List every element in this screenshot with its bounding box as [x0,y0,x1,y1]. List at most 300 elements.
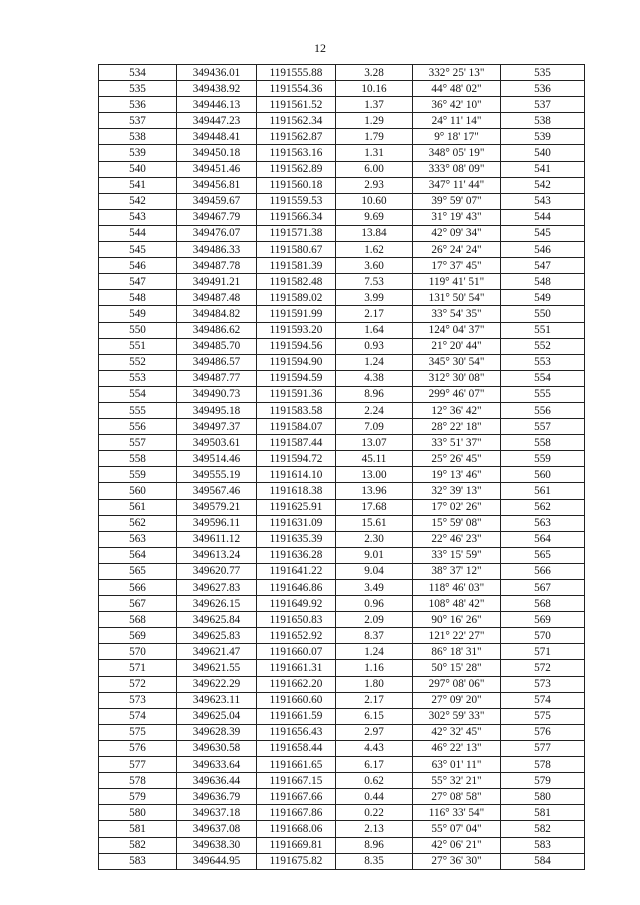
x-coordinate-cell: 349487.78 [177,258,257,274]
point-number-cell: 545 [99,242,177,258]
y-coordinate-cell: 1191667.86 [257,805,336,821]
bearing-cell: 118° 46' 03" [413,580,501,596]
point-number-cell: 539 [99,145,177,161]
point-number-cell: 534 [99,65,177,81]
distance-cell: 8.35 [336,853,413,869]
coordinates-table [98,64,585,870]
distance-cell: 9.04 [336,563,413,579]
distance-cell: 13.07 [336,435,413,451]
distance-cell: 1.62 [336,242,413,258]
point-number-cell: 551 [99,338,177,354]
distance-cell: 7.53 [336,274,413,290]
table-row [99,596,585,612]
x-coordinate-cell: 349625.84 [177,612,257,628]
point-number-cell: 559 [99,467,177,483]
x-coordinate-cell: 349503.61 [177,435,257,451]
point-number-cell: 556 [99,419,177,435]
y-coordinate-cell: 1191656.43 [257,724,336,740]
next-point-cell: 584 [501,853,585,869]
y-coordinate-cell: 1191591.99 [257,306,336,322]
bearing-cell: 17° 02' 26" [413,499,501,515]
y-coordinate-cell: 1191660.07 [257,644,336,660]
point-number-cell: 557 [99,435,177,451]
table-row [99,113,585,129]
table-row [99,757,585,773]
bearing-cell: 124° 04' 37" [413,322,501,338]
y-coordinate-cell: 1191662.20 [257,676,336,692]
bearing-cell: 12° 36' 42" [413,402,501,418]
bearing-cell: 312° 30' 08" [413,370,501,386]
table-row [99,322,585,338]
point-number-cell: 535 [99,81,177,97]
table-row [99,547,585,563]
x-coordinate-cell: 349621.47 [177,644,257,660]
distance-cell: 2.97 [336,724,413,740]
table-row [99,644,585,660]
bearing-cell: 25° 26' 45" [413,451,501,467]
next-point-cell: 563 [501,515,585,531]
y-coordinate-cell: 1191593.20 [257,322,336,338]
distance-cell: 4.43 [336,740,413,756]
distance-cell: 9.69 [336,209,413,225]
point-number-cell: 566 [99,580,177,596]
distance-cell: 17.68 [336,499,413,515]
table-row [99,354,585,370]
distance-cell: 0.22 [336,805,413,821]
bearing-cell: 15° 59' 08" [413,515,501,531]
point-number-cell: 554 [99,386,177,402]
bearing-cell: 63° 01' 11" [413,757,501,773]
table-row [99,65,585,81]
bearing-cell: 131° 50' 54" [413,290,501,306]
y-coordinate-cell: 1191618.38 [257,483,336,499]
y-coordinate-cell: 1191636.28 [257,547,336,563]
bearing-cell: 333° 08' 09" [413,161,501,177]
x-coordinate-cell: 349579.21 [177,499,257,515]
distance-cell: 1.31 [336,145,413,161]
bearing-cell: 55° 32' 21" [413,773,501,789]
y-coordinate-cell: 1191614.10 [257,467,336,483]
y-coordinate-cell: 1191661.65 [257,757,336,773]
distance-cell: 4.38 [336,370,413,386]
table-row [99,467,585,483]
x-coordinate-cell: 349567.46 [177,483,257,499]
y-coordinate-cell: 1191591.36 [257,386,336,402]
next-point-cell: 564 [501,531,585,547]
point-number-cell: 570 [99,644,177,660]
bearing-cell: 42° 09' 34" [413,225,501,241]
point-number-cell: 565 [99,563,177,579]
x-coordinate-cell: 349637.18 [177,805,257,821]
next-point-cell: 565 [501,547,585,563]
x-coordinate-cell: 349487.77 [177,370,257,386]
y-coordinate-cell: 1191660.60 [257,692,336,708]
next-point-cell: 562 [501,499,585,515]
x-coordinate-cell: 349627.83 [177,580,257,596]
table-row [99,660,585,676]
point-number-cell: 549 [99,306,177,322]
distance-cell: 9.01 [336,547,413,563]
next-point-cell: 575 [501,708,585,724]
next-point-cell: 578 [501,757,585,773]
distance-cell: 1.80 [336,676,413,692]
x-coordinate-cell: 349486.62 [177,322,257,338]
bearing-cell: 332° 25' 13" [413,65,501,81]
distance-cell: 10.60 [336,193,413,209]
coordinates-table-body [99,65,585,870]
table-row [99,692,585,708]
point-number-cell: 536 [99,97,177,113]
table-row [99,258,585,274]
table-row [99,145,585,161]
bearing-cell: 347° 11' 44" [413,177,501,193]
distance-cell: 13.96 [336,483,413,499]
bearing-cell: 121° 22' 27" [413,628,501,644]
point-number-cell: 573 [99,692,177,708]
next-point-cell: 582 [501,821,585,837]
table-row [99,306,585,322]
x-coordinate-cell: 349467.79 [177,209,257,225]
point-number-cell: 581 [99,821,177,837]
table-row [99,740,585,756]
y-coordinate-cell: 1191594.72 [257,451,336,467]
distance-cell: 2.30 [336,531,413,547]
table-row [99,724,585,740]
bearing-cell: 299° 46' 07" [413,386,501,402]
y-coordinate-cell: 1191661.59 [257,708,336,724]
bearing-cell: 297° 08' 06" [413,676,501,692]
y-coordinate-cell: 1191581.39 [257,258,336,274]
bearing-cell: 46° 22' 13" [413,740,501,756]
distance-cell: 0.96 [336,596,413,612]
point-number-cell: 578 [99,773,177,789]
y-coordinate-cell: 1191631.09 [257,515,336,531]
x-coordinate-cell: 349484.82 [177,306,257,322]
bearing-cell: 9° 18' 17" [413,129,501,145]
distance-cell: 13.00 [336,467,413,483]
table-row [99,483,585,499]
x-coordinate-cell: 349476.07 [177,225,257,241]
point-number-cell: 541 [99,177,177,193]
bearing-cell: 17° 37' 45" [413,258,501,274]
x-coordinate-cell: 349490.73 [177,386,257,402]
point-number-cell: 562 [99,515,177,531]
distance-cell: 10.16 [336,81,413,97]
x-coordinate-cell: 349638.30 [177,837,257,853]
distance-cell: 8.37 [336,628,413,644]
table-row [99,821,585,837]
y-coordinate-cell: 1191650.83 [257,612,336,628]
next-point-cell: 572 [501,660,585,676]
table-row [99,225,585,241]
next-point-cell: 536 [501,81,585,97]
table-row [99,370,585,386]
bearing-cell: 31° 19' 43" [413,209,501,225]
point-number-cell: 572 [99,676,177,692]
y-coordinate-cell: 1191561.52 [257,97,336,113]
point-number-cell: 542 [99,193,177,209]
distance-cell: 2.17 [336,692,413,708]
distance-cell: 7.09 [336,419,413,435]
next-point-cell: 568 [501,596,585,612]
point-number-cell: 575 [99,724,177,740]
x-coordinate-cell: 349636.79 [177,789,257,805]
table-row [99,274,585,290]
next-point-cell: 574 [501,692,585,708]
x-coordinate-cell: 349644.95 [177,853,257,869]
distance-cell: 0.62 [336,773,413,789]
next-point-cell: 566 [501,563,585,579]
bearing-cell: 302° 59' 33" [413,708,501,724]
point-number-cell: 576 [99,740,177,756]
bearing-cell: 19° 13' 46" [413,467,501,483]
x-coordinate-cell: 349447.23 [177,113,257,129]
next-point-cell: 546 [501,242,585,258]
y-coordinate-cell: 1191554.36 [257,81,336,97]
y-coordinate-cell: 1191594.56 [257,338,336,354]
table-row [99,242,585,258]
table-row [99,193,585,209]
x-coordinate-cell: 349486.57 [177,354,257,370]
bearing-cell: 116° 33' 54" [413,805,501,821]
x-coordinate-cell: 349611.12 [177,531,257,547]
table-row [99,161,585,177]
table-row [99,708,585,724]
x-coordinate-cell: 349491.21 [177,274,257,290]
x-coordinate-cell: 349451.46 [177,161,257,177]
distance-cell: 2.09 [336,612,413,628]
point-number-cell: 560 [99,483,177,499]
next-point-cell: 554 [501,370,585,386]
table-row [99,531,585,547]
x-coordinate-cell: 349486.33 [177,242,257,258]
next-point-cell: 549 [501,290,585,306]
bearing-cell: 27° 09' 20" [413,692,501,708]
point-number-cell: 580 [99,805,177,821]
next-point-cell: 557 [501,419,585,435]
point-number-cell: 546 [99,258,177,274]
y-coordinate-cell: 1191661.31 [257,660,336,676]
point-number-cell: 567 [99,596,177,612]
table-row [99,789,585,805]
point-number-cell: 548 [99,290,177,306]
bearing-cell: 345° 30' 54" [413,354,501,370]
next-point-cell: 541 [501,161,585,177]
point-number-cell: 582 [99,837,177,853]
next-point-cell: 550 [501,306,585,322]
point-number-cell: 547 [99,274,177,290]
bearing-cell: 42° 32' 45" [413,724,501,740]
y-coordinate-cell: 1191562.34 [257,113,336,129]
distance-cell: 1.24 [336,354,413,370]
table-row [99,81,585,97]
point-number-cell: 571 [99,660,177,676]
next-point-cell: 558 [501,435,585,451]
next-point-cell: 535 [501,65,585,81]
bearing-cell: 27° 36' 30" [413,853,501,869]
bearing-cell: 36° 42' 10" [413,97,501,113]
next-point-cell: 545 [501,225,585,241]
y-coordinate-cell: 1191559.53 [257,193,336,209]
x-coordinate-cell: 349630.58 [177,740,257,756]
table-row [99,676,585,692]
x-coordinate-cell: 349626.15 [177,596,257,612]
distance-cell: 0.93 [336,338,413,354]
y-coordinate-cell: 1191594.59 [257,370,336,386]
table-row [99,290,585,306]
next-point-cell: 560 [501,467,585,483]
y-coordinate-cell: 1191675.82 [257,853,336,869]
bearing-cell: 22° 46' 23" [413,531,501,547]
distance-cell: 8.96 [336,386,413,402]
x-coordinate-cell: 349620.77 [177,563,257,579]
y-coordinate-cell: 1191587.44 [257,435,336,451]
x-coordinate-cell: 349625.04 [177,708,257,724]
y-coordinate-cell: 1191571.38 [257,225,336,241]
table-row [99,628,585,644]
next-point-cell: 567 [501,580,585,596]
distance-cell: 6.15 [336,708,413,724]
x-coordinate-cell: 349621.55 [177,660,257,676]
page-number: 12 [314,41,326,55]
distance-cell: 1.24 [336,644,413,660]
x-coordinate-cell: 349436.01 [177,65,257,81]
point-number-cell: 543 [99,209,177,225]
table-row [99,177,585,193]
x-coordinate-cell: 349628.39 [177,724,257,740]
point-number-cell: 561 [99,499,177,515]
bearing-cell: 33° 15' 59" [413,547,501,563]
next-point-cell: 548 [501,274,585,290]
table-row [99,129,585,145]
next-point-cell: 540 [501,145,585,161]
distance-cell: 1.16 [336,660,413,676]
y-coordinate-cell: 1191658.44 [257,740,336,756]
distance-cell: 1.64 [336,322,413,338]
next-point-cell: 544 [501,209,585,225]
y-coordinate-cell: 1191566.34 [257,209,336,225]
bearing-cell: 33° 51' 37" [413,435,501,451]
bearing-cell: 86° 18' 31" [413,644,501,660]
next-point-cell: 559 [501,451,585,467]
table-row [99,499,585,515]
x-coordinate-cell: 349622.29 [177,676,257,692]
point-number-cell: 563 [99,531,177,547]
next-point-cell: 538 [501,113,585,129]
distance-cell: 2.24 [336,402,413,418]
distance-cell: 15.61 [336,515,413,531]
x-coordinate-cell: 349448.41 [177,129,257,145]
point-number-cell: 568 [99,612,177,628]
distance-cell: 3.28 [336,65,413,81]
point-number-cell: 552 [99,354,177,370]
next-point-cell: 576 [501,724,585,740]
table-row [99,563,585,579]
next-point-cell: 547 [501,258,585,274]
point-number-cell: 553 [99,370,177,386]
next-point-cell: 551 [501,322,585,338]
bearing-cell: 108° 48' 42" [413,596,501,612]
x-coordinate-cell: 349633.64 [177,757,257,773]
distance-cell: 6.17 [336,757,413,773]
bearing-cell: 39° 59' 07" [413,193,501,209]
next-point-cell: 556 [501,402,585,418]
distance-cell: 1.79 [336,129,413,145]
distance-cell: 3.49 [336,580,413,596]
x-coordinate-cell: 349446.13 [177,97,257,113]
y-coordinate-cell: 1191584.07 [257,419,336,435]
bearing-cell: 44° 48' 02" [413,81,501,97]
table-row [99,580,585,596]
table-row [99,612,585,628]
x-coordinate-cell: 349555.19 [177,467,257,483]
x-coordinate-cell: 349487.48 [177,290,257,306]
table-row [99,805,585,821]
y-coordinate-cell: 1191646.86 [257,580,336,596]
y-coordinate-cell: 1191652.92 [257,628,336,644]
bearing-cell: 21° 20' 44" [413,338,501,354]
x-coordinate-cell: 349637.08 [177,821,257,837]
bearing-cell: 32° 39' 13" [413,483,501,499]
bearing-cell: 42° 06' 21" [413,837,501,853]
x-coordinate-cell: 349596.11 [177,515,257,531]
y-coordinate-cell: 1191583.58 [257,402,336,418]
y-coordinate-cell: 1191580.67 [257,242,336,258]
y-coordinate-cell: 1191669.81 [257,837,336,853]
bearing-cell: 119° 41' 51" [413,274,501,290]
distance-cell: 0.44 [336,789,413,805]
next-point-cell: 569 [501,612,585,628]
table-row [99,402,585,418]
x-coordinate-cell: 349485.70 [177,338,257,354]
next-point-cell: 537 [501,97,585,113]
y-coordinate-cell: 1191649.92 [257,596,336,612]
x-coordinate-cell: 349514.46 [177,451,257,467]
point-number-cell: 538 [99,129,177,145]
distance-cell: 1.29 [336,113,413,129]
next-point-cell: 539 [501,129,585,145]
point-number-cell: 555 [99,402,177,418]
next-point-cell: 577 [501,740,585,756]
next-point-cell: 555 [501,386,585,402]
point-number-cell: 537 [99,113,177,129]
table-row [99,837,585,853]
y-coordinate-cell: 1191562.87 [257,129,336,145]
x-coordinate-cell: 349636.44 [177,773,257,789]
next-point-cell: 571 [501,644,585,660]
next-point-cell: 561 [501,483,585,499]
y-coordinate-cell: 1191560.18 [257,177,336,193]
y-coordinate-cell: 1191668.06 [257,821,336,837]
x-coordinate-cell: 349438.92 [177,81,257,97]
x-coordinate-cell: 349459.67 [177,193,257,209]
bearing-cell: 24° 11' 14" [413,113,501,129]
next-point-cell: 573 [501,676,585,692]
point-number-cell: 544 [99,225,177,241]
next-point-cell: 543 [501,193,585,209]
point-number-cell: 550 [99,322,177,338]
distance-cell: 2.13 [336,821,413,837]
next-point-cell: 581 [501,805,585,821]
x-coordinate-cell: 349623.11 [177,692,257,708]
bearing-cell: 27° 08' 58" [413,789,501,805]
bearing-cell: 50° 15' 28" [413,660,501,676]
next-point-cell: 552 [501,338,585,354]
table-row [99,773,585,789]
point-number-cell: 569 [99,628,177,644]
distance-cell: 1.37 [336,97,413,113]
bearing-cell: 33° 54' 35" [413,306,501,322]
